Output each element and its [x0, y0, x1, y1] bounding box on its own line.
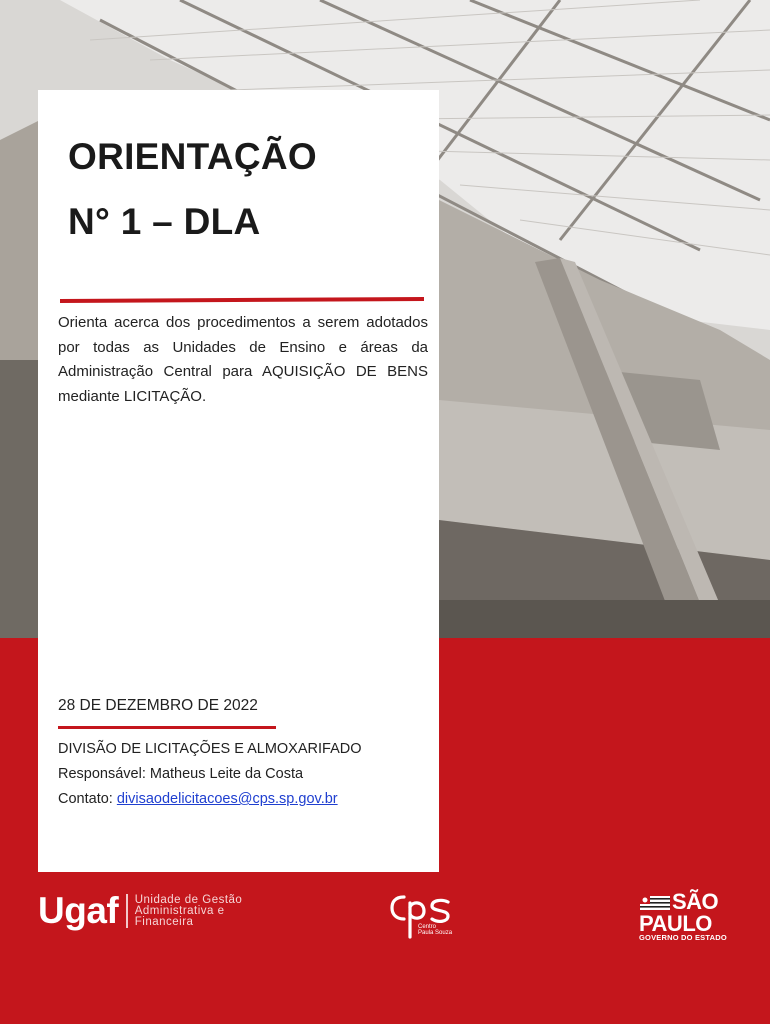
ugaf-subtitle-line3: Financeira — [134, 915, 194, 928]
ugaf-subtitle — [135, 895, 243, 928]
document-date: 28 DE DEZEMBRO DE 2022 — [58, 697, 258, 714]
intro-paragraph: Orienta acerca dos procedimentos a serem adotados por todas as Unidades de Ensino e áreas da Administração Central para AQUISIÇÃO DE BENS mediante LICITAÇÃO. — [58, 314, 428, 405]
cps-subtitle-line1: Centro — [418, 924, 437, 930]
contact-label: Contato: — [58, 791, 117, 807]
ugaf-separator — [126, 894, 128, 928]
responsible-person: Responsável: Matheus Leite da Costa — [58, 766, 304, 782]
contact-line — [58, 791, 338, 807]
date-divider — [58, 726, 276, 729]
cps-subtitle-line2: Paula Souza — [418, 930, 453, 936]
ugaf-logo — [38, 890, 242, 932]
division-name: DIVISÃO DE LICITAÇÕES E ALMOXARIFADO — [58, 741, 362, 757]
document-title-line1: ORIENTAÇÃO — [68, 136, 317, 177]
sp-logo-line3: GOVERNO DO ESTADO — [639, 933, 727, 942]
sp-logo-line2: PAULO — [639, 911, 712, 936]
ugaf-subtitle-line1: Unidade de Gestão — [134, 893, 243, 906]
ugaf-wordmark: Ugaf — [38, 890, 119, 931]
cps-subtitle — [418, 924, 452, 936]
contact-email-link[interactable]: divisaodelicitacoes@cps.sp.gov.br — [116, 791, 338, 807]
document-title-line2: N° 1 – DLA — [68, 201, 261, 242]
ugaf-subtitle-line2: Administrativa e — [134, 904, 225, 917]
sp-logo-line1: SÃO — [672, 889, 719, 914]
